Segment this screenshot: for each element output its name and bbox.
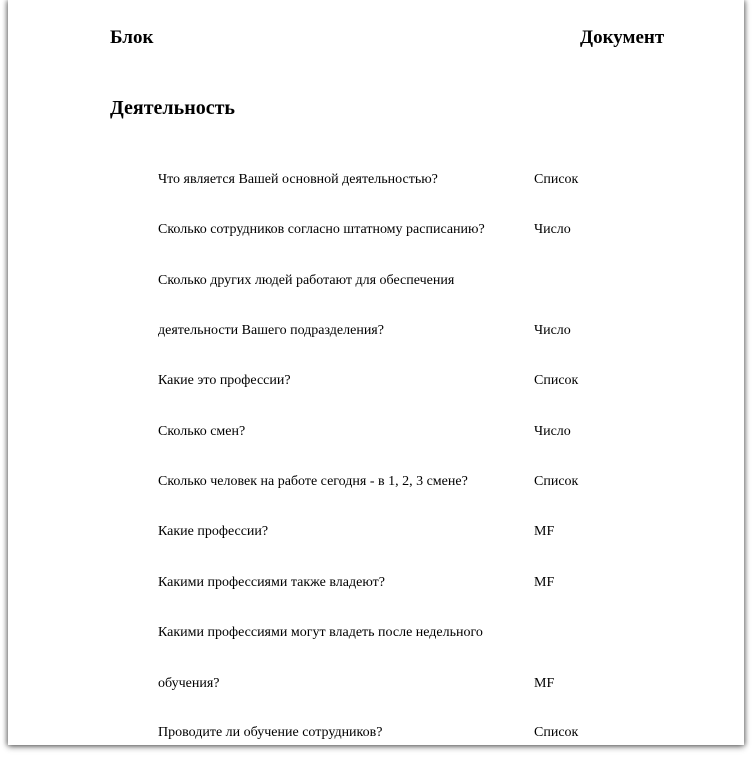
question-type: Число [534, 222, 571, 237]
question-type: Список [534, 373, 579, 388]
column-header-block: Блок [110, 27, 154, 48]
question-type: MF [534, 524, 555, 539]
question-text: деятельности Вашего подразделения? [158, 323, 384, 338]
question-text: Сколько человек на работе сегодня - в 1, 2, 3 смене? [158, 474, 468, 489]
question-type: Список [534, 725, 579, 740]
column-header-document: Документ [580, 27, 665, 48]
question-text: Какими профессиями также владеют? [158, 575, 385, 590]
section-title: Деятельность [110, 97, 235, 119]
question-text: Сколько сотрудников согласно штатному расписанию? [158, 222, 485, 237]
question-text: Какие это профессии? [158, 373, 291, 388]
question-type: Число [534, 323, 571, 338]
question-text: Что является Вашей основной деятельностью? [158, 172, 438, 187]
question-text: Какие профессии? [158, 524, 269, 539]
question-text: Проводите ли обучение сотрудников? [158, 725, 383, 740]
question-text: Сколько других людей работают для обеспечения [158, 273, 455, 288]
question-type: Число [534, 424, 571, 439]
question-text: обучения? [158, 676, 220, 691]
question-text: Какими профессиями могут владеть после недельного [158, 625, 483, 640]
document-page [8, 0, 744, 745]
question-text: Сколько смен? [158, 424, 246, 439]
question-type: MF [534, 575, 555, 590]
question-type: MF [534, 676, 555, 691]
question-type: Список [534, 474, 579, 489]
question-type: Список [534, 172, 579, 187]
